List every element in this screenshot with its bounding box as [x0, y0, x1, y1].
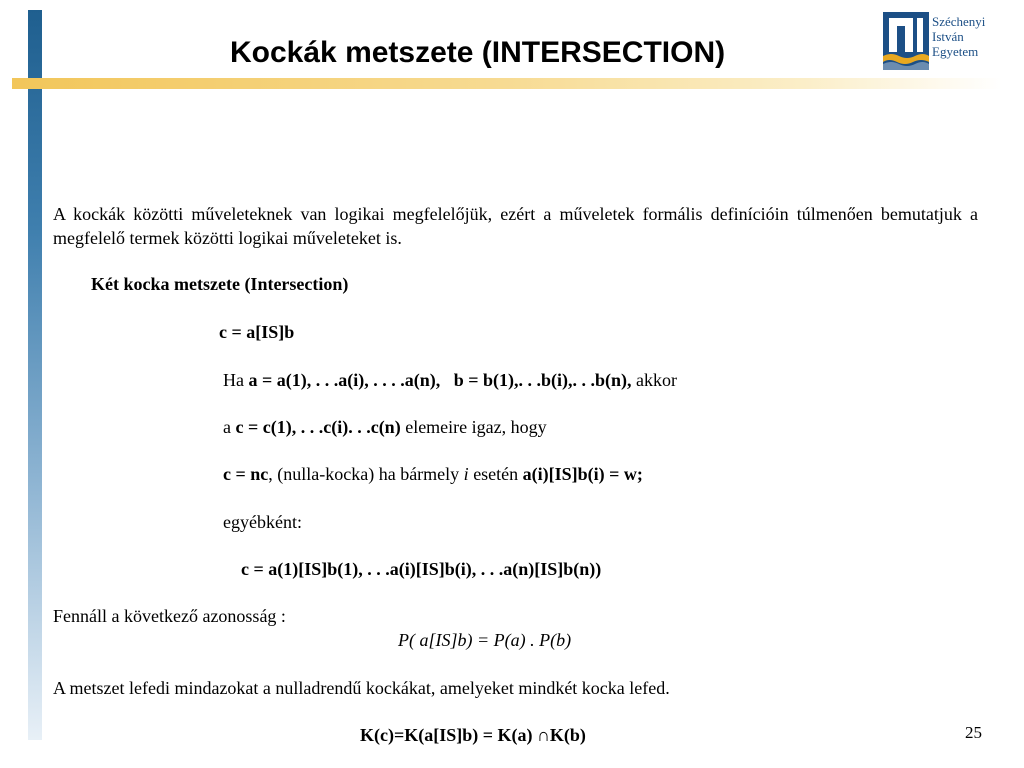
- header-accent-band: [12, 78, 1002, 89]
- slide-title: Kockák metszete (INTERSECTION): [230, 36, 726, 69]
- final-formula: K(c)=K(a[IS]b) = K(a) ∩K(b): [360, 725, 586, 745]
- nullcube-line: [223, 462, 643, 486]
- ha-a-expr: a = a(1), . . .a(i), . . . .a(n),: [248, 370, 441, 390]
- left-accent-bar: [28, 10, 42, 740]
- nc-text: , (nulla-kocka) ha bármely: [268, 464, 464, 484]
- a-prefix: a: [223, 417, 236, 437]
- result-formula: c = a(1)[IS]b(1), . . .a(i)[IS]b(i), . . .a(n)[IS]b(n)): [241, 559, 602, 579]
- a-suffix: elemeire igaz, hogy: [400, 417, 547, 437]
- page-number: 25: [965, 723, 982, 742]
- identity-formula: P( a[IS]b) = P(a) . P(b): [398, 630, 572, 650]
- ha-prefix: Ha: [223, 370, 249, 390]
- ha-suffix: akkor: [631, 370, 677, 390]
- logo-line-2: István: [932, 29, 964, 44]
- nc-condition: a(i)[IS]b(i) = w;: [522, 464, 643, 484]
- nc-text2: esetén: [468, 464, 523, 484]
- logo-line-3: Egyetem: [932, 44, 979, 59]
- intro-paragraph: A kockák közötti műveleteknek van logikai megfelelőjük, ezért a műveletek formális definícióin túlmenően bemutatjuk a megfelelő termek közötti logikai műveleteket is.: [53, 204, 978, 248]
- definition-formula: c = a[IS]b: [219, 322, 295, 342]
- section-heading: Két kocka metszete (Intersection): [91, 274, 349, 294]
- nc-expr: c = nc: [223, 464, 269, 484]
- cover-paragraph: A metszet lefedi mindazokat a nulladrendű kockákat, amelyeket mindkét kocka lefed.: [53, 678, 670, 698]
- condition-line-ha: [223, 368, 677, 392]
- otherwise-label: egyébként:: [223, 512, 302, 532]
- ha-b-expr: b = b(1),. . .b(i),. . .b(n),: [453, 370, 632, 390]
- logo-text: [932, 14, 985, 59]
- identity-intro: Fennáll a következő azonosság :: [53, 606, 286, 626]
- a-c-expr: c = c(1), . . .c(i). . .c(n): [235, 417, 401, 437]
- logo-line-1: Széchenyi: [932, 14, 986, 29]
- condition-line-a: [223, 415, 547, 439]
- nc-i: i: [463, 464, 469, 484]
